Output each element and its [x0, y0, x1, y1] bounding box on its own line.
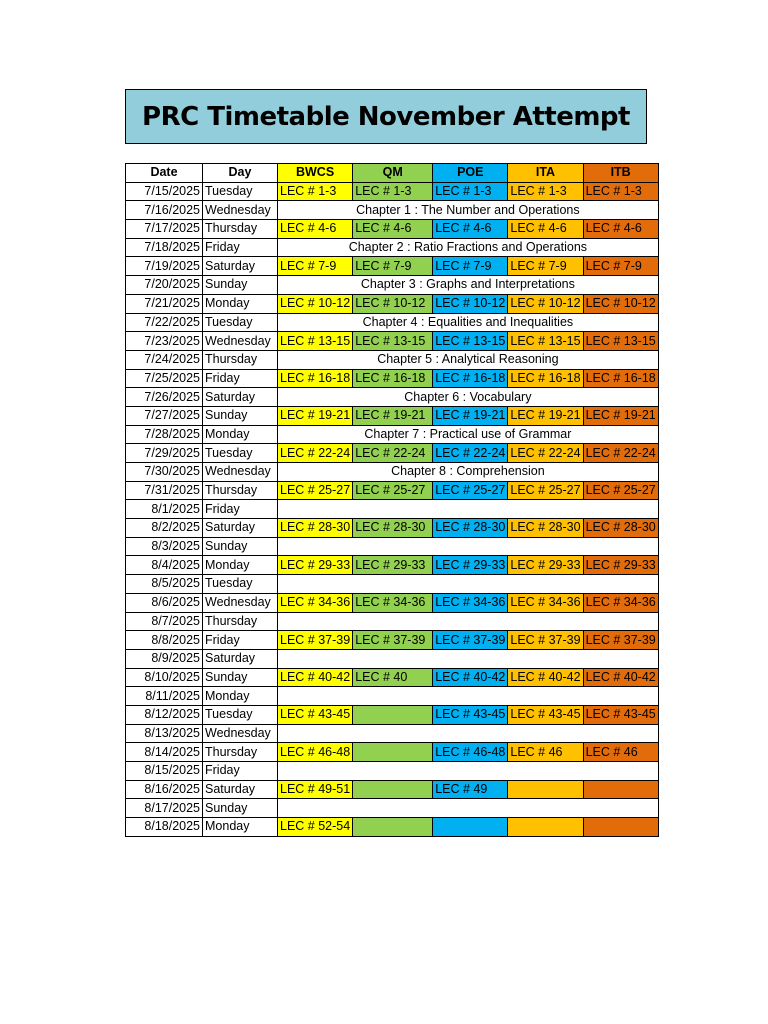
date-cell: 7/24/2025: [126, 350, 203, 369]
day-cell: Tuesday: [203, 575, 278, 594]
lecture-cell-itb: LEC # 10-12: [583, 294, 658, 313]
date-cell: 8/14/2025: [126, 743, 203, 762]
chapter-cell: [278, 724, 659, 743]
lecture-cell-itb: LEC # 7-9: [583, 257, 658, 276]
table-row: [126, 575, 659, 594]
table-row: [126, 444, 659, 463]
chapter-cell: [278, 687, 659, 706]
lecture-cell-poe: LEC # 16-18: [433, 369, 508, 388]
date-cell: 7/20/2025: [126, 276, 203, 295]
lecture-cell-qm: [353, 818, 433, 837]
lecture-cell-poe: [433, 818, 508, 837]
lecture-cell-ita: LEC # 7-9: [508, 257, 583, 276]
date-cell: 8/11/2025: [126, 687, 203, 706]
lecture-cell-bwcs: LEC # 25-27: [278, 481, 353, 500]
lecture-cell-poe: LEC # 1-3: [433, 182, 508, 201]
table-row: [126, 537, 659, 556]
day-cell: Monday: [203, 294, 278, 313]
lecture-cell-poe: LEC # 46-48: [433, 743, 508, 762]
chapter-cell: Chapter 8 : Comprehension: [278, 463, 659, 482]
header-poe: POE: [433, 164, 508, 183]
table-row: [126, 369, 659, 388]
date-cell: 7/17/2025: [126, 220, 203, 239]
date-cell: 7/22/2025: [126, 313, 203, 332]
lecture-cell-itb: [583, 818, 658, 837]
day-cell: Sunday: [203, 276, 278, 295]
lecture-cell-poe: LEC # 49: [433, 780, 508, 799]
lecture-cell-poe: LEC # 13-15: [433, 332, 508, 351]
lecture-cell-bwcs: LEC # 46-48: [278, 743, 353, 762]
date-cell: 8/15/2025: [126, 762, 203, 781]
lecture-cell-ita: LEC # 19-21: [508, 406, 583, 425]
day-cell: Sunday: [203, 537, 278, 556]
lecture-cell-bwcs: LEC # 19-21: [278, 406, 353, 425]
chapter-cell: [278, 537, 659, 556]
lecture-cell-itb: LEC # 22-24: [583, 444, 658, 463]
lecture-cell-qm: LEC # 34-36: [353, 593, 433, 612]
lecture-cell-qm: LEC # 1-3: [353, 182, 433, 201]
lecture-cell-itb: LEC # 28-30: [583, 519, 658, 538]
lecture-cell-bwcs: LEC # 52-54: [278, 818, 353, 837]
chapter-cell: [278, 649, 659, 668]
date-cell: 7/30/2025: [126, 463, 203, 482]
day-cell: Wednesday: [203, 724, 278, 743]
header-itb: ITB: [583, 164, 658, 183]
table-row: [126, 463, 659, 482]
header-date: Date: [126, 164, 203, 183]
date-cell: 8/17/2025: [126, 799, 203, 818]
table-row: [126, 220, 659, 239]
table-row: [126, 425, 659, 444]
lecture-cell-qm: LEC # 25-27: [353, 481, 433, 500]
lecture-cell-itb: LEC # 34-36: [583, 593, 658, 612]
chapter-cell: [278, 575, 659, 594]
lecture-cell-ita: LEC # 28-30: [508, 519, 583, 538]
date-cell: 7/18/2025: [126, 238, 203, 257]
lecture-cell-itb: LEC # 29-33: [583, 556, 658, 575]
lecture-cell-bwcs: LEC # 37-39: [278, 631, 353, 650]
lecture-cell-qm: [353, 743, 433, 762]
lecture-cell-bwcs: LEC # 28-30: [278, 519, 353, 538]
lecture-cell-itb: LEC # 25-27: [583, 481, 658, 500]
lecture-cell-ita: LEC # 22-24: [508, 444, 583, 463]
day-cell: Thursday: [203, 220, 278, 239]
lecture-cell-ita: LEC # 40-42: [508, 668, 583, 687]
chapter-cell: Chapter 1 : The Number and Operations: [278, 201, 659, 220]
chapter-cell: Chapter 2 : Ratio Fractions and Operations: [278, 238, 659, 257]
day-cell: Tuesday: [203, 313, 278, 332]
lecture-cell-poe: LEC # 37-39: [433, 631, 508, 650]
date-cell: 8/18/2025: [126, 818, 203, 837]
header-bwcs: BWCS: [278, 164, 353, 183]
day-cell: Monday: [203, 556, 278, 575]
day-cell: Tuesday: [203, 182, 278, 201]
date-cell: 8/1/2025: [126, 500, 203, 519]
header-ita: ITA: [508, 164, 583, 183]
lecture-cell-qm: LEC # 19-21: [353, 406, 433, 425]
date-cell: 8/9/2025: [126, 649, 203, 668]
table-row: [126, 705, 659, 724]
table-row: [126, 612, 659, 631]
lecture-cell-itb: [583, 780, 658, 799]
table-row: [126, 799, 659, 818]
date-cell: 7/23/2025: [126, 332, 203, 351]
chapter-cell: [278, 799, 659, 818]
chapter-cell: Chapter 4 : Equalities and Inequalities: [278, 313, 659, 332]
lecture-cell-ita: [508, 818, 583, 837]
lecture-cell-ita: LEC # 10-12: [508, 294, 583, 313]
table-row: [126, 276, 659, 295]
table-row: [126, 257, 659, 276]
date-cell: 8/4/2025: [126, 556, 203, 575]
lecture-cell-itb: LEC # 37-39: [583, 631, 658, 650]
lecture-cell-poe: LEC # 25-27: [433, 481, 508, 500]
day-cell: Wednesday: [203, 201, 278, 220]
lecture-cell-bwcs: LEC # 29-33: [278, 556, 353, 575]
date-cell: 8/2/2025: [126, 519, 203, 538]
table-row: [126, 500, 659, 519]
date-cell: 7/19/2025: [126, 257, 203, 276]
table-row: [126, 332, 659, 351]
table-row: [126, 762, 659, 781]
day-cell: Thursday: [203, 350, 278, 369]
day-cell: Sunday: [203, 668, 278, 687]
lecture-cell-poe: LEC # 19-21: [433, 406, 508, 425]
header-day: Day: [203, 164, 278, 183]
table-row: [126, 313, 659, 332]
page-title: PRC Timetable November Attempt: [125, 89, 647, 144]
date-cell: 7/25/2025: [126, 369, 203, 388]
lecture-cell-bwcs: LEC # 1-3: [278, 182, 353, 201]
chapter-cell: Chapter 7 : Practical use of Grammar: [278, 425, 659, 444]
lecture-cell-ita: LEC # 43-45: [508, 705, 583, 724]
lecture-cell-itb: LEC # 13-15: [583, 332, 658, 351]
date-cell: 8/12/2025: [126, 705, 203, 724]
day-cell: Monday: [203, 818, 278, 837]
day-cell: Saturday: [203, 257, 278, 276]
day-cell: Saturday: [203, 649, 278, 668]
date-cell: 7/29/2025: [126, 444, 203, 463]
date-cell: 7/15/2025: [126, 182, 203, 201]
lecture-cell-qm: LEC # 13-15: [353, 332, 433, 351]
header-row: [126, 164, 659, 183]
day-cell: Friday: [203, 631, 278, 650]
lecture-cell-bwcs: LEC # 49-51: [278, 780, 353, 799]
table-row: [126, 201, 659, 220]
day-cell: Tuesday: [203, 705, 278, 724]
day-cell: Friday: [203, 238, 278, 257]
table-row: [126, 743, 659, 762]
day-cell: Thursday: [203, 612, 278, 631]
date-cell: 7/21/2025: [126, 294, 203, 313]
day-cell: Saturday: [203, 519, 278, 538]
day-cell: Tuesday: [203, 444, 278, 463]
lecture-cell-itb: LEC # 16-18: [583, 369, 658, 388]
chapter-cell: [278, 612, 659, 631]
date-cell: 8/6/2025: [126, 593, 203, 612]
day-cell: Wednesday: [203, 593, 278, 612]
lecture-cell-qm: LEC # 7-9: [353, 257, 433, 276]
table-row: [126, 593, 659, 612]
day-cell: Wednesday: [203, 463, 278, 482]
lecture-cell-ita: LEC # 29-33: [508, 556, 583, 575]
lecture-cell-ita: [508, 780, 583, 799]
lecture-cell-itb: LEC # 46: [583, 743, 658, 762]
lecture-cell-bwcs: LEC # 4-6: [278, 220, 353, 239]
date-cell: 7/28/2025: [126, 425, 203, 444]
lecture-cell-bwcs: LEC # 22-24: [278, 444, 353, 463]
lecture-cell-bwcs: LEC # 34-36: [278, 593, 353, 612]
lecture-cell-qm: LEC # 37-39: [353, 631, 433, 650]
lecture-cell-poe: LEC # 7-9: [433, 257, 508, 276]
lecture-cell-ita: LEC # 34-36: [508, 593, 583, 612]
lecture-cell-qm: LEC # 10-12: [353, 294, 433, 313]
table-row: [126, 519, 659, 538]
lecture-cell-bwcs: LEC # 40-42: [278, 668, 353, 687]
date-cell: 8/16/2025: [126, 780, 203, 799]
lecture-cell-ita: LEC # 16-18: [508, 369, 583, 388]
day-cell: Friday: [203, 500, 278, 519]
date-cell: 7/26/2025: [126, 388, 203, 407]
table-row: [126, 388, 659, 407]
lecture-cell-qm: [353, 705, 433, 724]
lecture-cell-ita: LEC # 37-39: [508, 631, 583, 650]
table-row: [126, 238, 659, 257]
day-cell: Sunday: [203, 406, 278, 425]
lecture-cell-qm: LEC # 16-18: [353, 369, 433, 388]
table-row: [126, 294, 659, 313]
table-row: [126, 818, 659, 837]
day-cell: Sunday: [203, 799, 278, 818]
lecture-cell-poe: LEC # 4-6: [433, 220, 508, 239]
day-cell: Saturday: [203, 388, 278, 407]
lecture-cell-bwcs: LEC # 16-18: [278, 369, 353, 388]
day-cell: Monday: [203, 687, 278, 706]
lecture-cell-qm: LEC # 22-24: [353, 444, 433, 463]
lecture-cell-bwcs: LEC # 13-15: [278, 332, 353, 351]
lecture-cell-qm: [353, 780, 433, 799]
chapter-cell: [278, 762, 659, 781]
chapter-cell: Chapter 6 : Vocabulary: [278, 388, 659, 407]
lecture-cell-ita: LEC # 4-6: [508, 220, 583, 239]
day-cell: Monday: [203, 425, 278, 444]
date-cell: 7/27/2025: [126, 406, 203, 425]
lecture-cell-poe: LEC # 29-33: [433, 556, 508, 575]
lecture-cell-poe: LEC # 10-12: [433, 294, 508, 313]
lecture-cell-ita: LEC # 25-27: [508, 481, 583, 500]
table-row: [126, 350, 659, 369]
timetable: [125, 163, 659, 837]
chapter-cell: Chapter 3 : Graphs and Interpretations: [278, 276, 659, 295]
lecture-cell-qm: LEC # 4-6: [353, 220, 433, 239]
chapter-cell: [278, 500, 659, 519]
table-row: [126, 406, 659, 425]
lecture-cell-poe: LEC # 40-42: [433, 668, 508, 687]
date-cell: 7/31/2025: [126, 481, 203, 500]
date-cell: 8/13/2025: [126, 724, 203, 743]
header-qm: QM: [353, 164, 433, 183]
date-cell: 8/8/2025: [126, 631, 203, 650]
day-cell: Thursday: [203, 743, 278, 762]
table-row: [126, 556, 659, 575]
lecture-cell-ita: LEC # 46: [508, 743, 583, 762]
date-cell: 8/10/2025: [126, 668, 203, 687]
lecture-cell-itb: LEC # 4-6: [583, 220, 658, 239]
chapter-cell: Chapter 5 : Analytical Reasoning: [278, 350, 659, 369]
table-row: [126, 780, 659, 799]
day-cell: Wednesday: [203, 332, 278, 351]
lecture-cell-ita: LEC # 13-15: [508, 332, 583, 351]
lecture-cell-poe: LEC # 22-24: [433, 444, 508, 463]
day-cell: Friday: [203, 762, 278, 781]
lecture-cell-poe: LEC # 34-36: [433, 593, 508, 612]
lecture-cell-itb: LEC # 19-21: [583, 406, 658, 425]
lecture-cell-bwcs: LEC # 43-45: [278, 705, 353, 724]
lecture-cell-qm: LEC # 29-33: [353, 556, 433, 575]
lecture-cell-bwcs: LEC # 7-9: [278, 257, 353, 276]
day-cell: Thursday: [203, 481, 278, 500]
table-row: [126, 724, 659, 743]
lecture-cell-poe: LEC # 28-30: [433, 519, 508, 538]
table-row: [126, 631, 659, 650]
date-cell: 7/16/2025: [126, 201, 203, 220]
table-row: [126, 649, 659, 668]
lecture-cell-ita: LEC # 1-3: [508, 182, 583, 201]
lecture-cell-itb: LEC # 43-45: [583, 705, 658, 724]
date-cell: 8/3/2025: [126, 537, 203, 556]
table-row: [126, 668, 659, 687]
table-row: [126, 182, 659, 201]
lecture-cell-qm: LEC # 40: [353, 668, 433, 687]
table-row: [126, 687, 659, 706]
lecture-cell-itb: LEC # 1-3: [583, 182, 658, 201]
day-cell: Friday: [203, 369, 278, 388]
date-cell: 8/5/2025: [126, 575, 203, 594]
lecture-cell-itb: LEC # 40-42: [583, 668, 658, 687]
lecture-cell-qm: LEC # 28-30: [353, 519, 433, 538]
table-row: [126, 481, 659, 500]
day-cell: Saturday: [203, 780, 278, 799]
date-cell: 8/7/2025: [126, 612, 203, 631]
lecture-cell-bwcs: LEC # 10-12: [278, 294, 353, 313]
lecture-cell-poe: LEC # 43-45: [433, 705, 508, 724]
